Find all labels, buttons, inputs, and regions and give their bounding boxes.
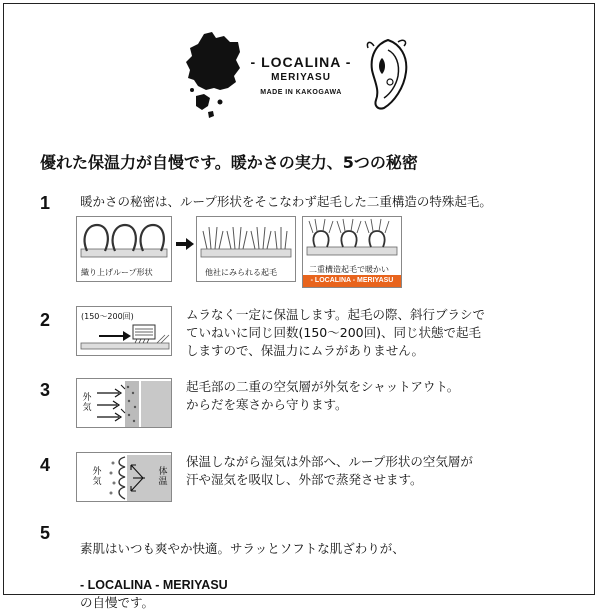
paisley-emblem-icon — [364, 36, 412, 112]
caption-other-brush: 他社にみられる起毛 — [205, 268, 277, 277]
section-2-number: 2 — [40, 310, 51, 330]
section-1-text: 暖かさの秘密は、ループ形状をそこなわず起毛した二重構造の特殊起毛。 — [80, 194, 492, 209]
loop-shape-diagram — [76, 216, 172, 282]
body-heat-label: 体温 — [158, 467, 168, 487]
section-5-line1: 素肌はいつも爽やか快適。サラッとソフトな肌ざわりが、 — [80, 541, 405, 556]
brush-roller-illustration — [79, 321, 171, 355]
section-4-number: 4 — [40, 455, 51, 475]
outside-air-label: 外気 — [82, 393, 92, 413]
caption-brand-badge: - LOCALINA - MERIYASU — [303, 275, 401, 287]
air-layer-diagram — [76, 378, 172, 428]
caption-loop-shape: 織り上げループ形状 — [81, 268, 153, 277]
section-3-number: 3 — [40, 380, 51, 400]
section-5-text — [80, 522, 405, 612]
brand-origin: MADE IN KAKOGAWA — [260, 89, 342, 96]
brand-name: - LOCALINA - — [250, 54, 352, 70]
section-2-text: ムラなく一定に保温します。起毛の際、斜行ブラシで ていねいに同じ回数(150〜200回)、同じ状態で起毛 しますので、保温力にムラがありません。 — [186, 307, 486, 358]
other-brush-illustration — [197, 217, 295, 265]
brush-count-label: (150〜200回) — [81, 312, 134, 321]
other-brush-diagram — [196, 216, 296, 282]
section-5-number: 5 — [40, 523, 51, 543]
outside-air-label-2: 外気 — [92, 467, 102, 487]
map-silhouette-icon — [186, 32, 242, 120]
brush-count-diagram — [76, 306, 172, 356]
loop-shape-illustration — [77, 217, 171, 265]
double-brush-illustration — [303, 217, 401, 261]
section-4-text: 保温しながら湿気は外部へ、ループ形状の空気層が 汗や湿気を吸収し、外部で蒸発させます。 — [186, 454, 473, 487]
section-5-suffix: の自慢です。 — [80, 595, 155, 610]
section-1-number: 1 — [40, 193, 51, 213]
moisture-diagram — [76, 452, 172, 502]
double-brush-diagram — [302, 216, 402, 288]
air-layer-illustration — [95, 381, 171, 427]
arrow-right-icon — [176, 238, 194, 250]
header — [0, 14, 600, 114]
caption-double-brush: 二重構造起毛で暖かい — [309, 265, 389, 274]
brand-sub: MERIYASU — [271, 72, 331, 83]
section-3-text: 起毛部の二重の空気層が外気をシャットアウト。 からだを寒さから守ります。 — [186, 379, 460, 412]
section-5-brand: - LOCALINA - MERIYASU — [80, 578, 228, 592]
brand-block — [236, 54, 366, 96]
page-title: 優れた保温力が自慢です。暖かさの実力、5つの秘密 — [40, 153, 418, 172]
